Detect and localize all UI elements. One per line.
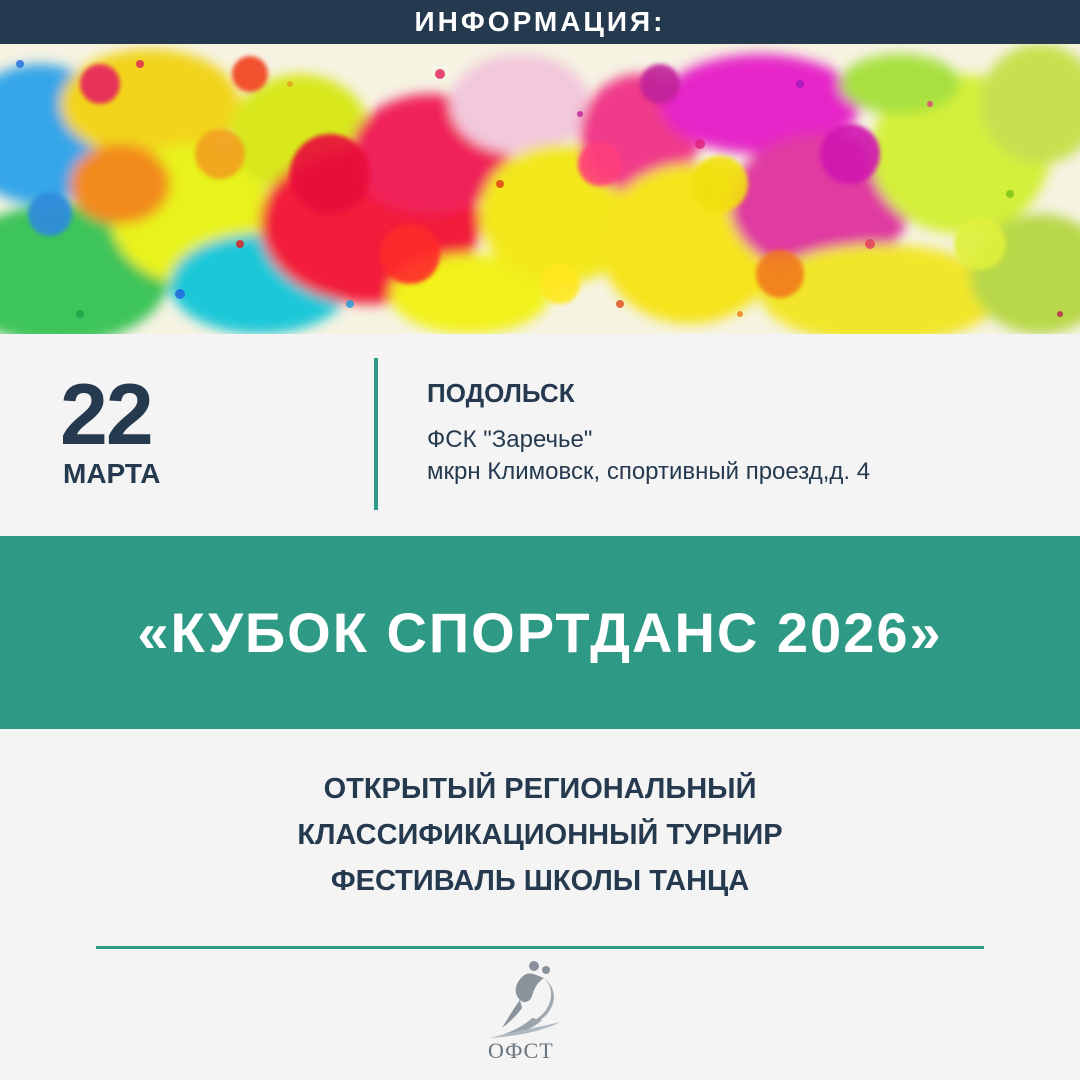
header-title: ИНФОРМАЦИЯ:	[414, 6, 666, 37]
event-title-band	[0, 536, 1080, 729]
event-day: 22	[60, 367, 152, 463]
subtitle-line-3: ФЕСТИВАЛЬ ШКОЛЫ ТАНЦА	[330, 865, 750, 897]
event-city: ПОДОЛЬСК	[427, 378, 575, 408]
event-title: «КУБОК СПОРТДАНС 2026»	[137, 601, 943, 664]
ofst-logo-text: ОФСТ	[488, 1038, 554, 1063]
event-subtitles	[0, 766, 1080, 904]
event-address: мкрн Климовск, спортивный проезд,д. 4	[427, 458, 871, 485]
horizontal-divider	[96, 946, 984, 949]
vertical-divider	[374, 358, 378, 510]
paint-splash-banner	[0, 44, 1080, 334]
subtitle-line-2: КЛАССИФИКАЦИОННЫЙ ТУРНИР	[297, 819, 783, 851]
header-bar	[0, 0, 1080, 44]
subtitle-line-1: ОТКРЫТЫЙ РЕГИОНАЛЬНЫЙ	[323, 773, 757, 805]
event-month: МАРТА	[63, 458, 161, 489]
event-venue: ФСК "Заречье"	[427, 426, 593, 453]
